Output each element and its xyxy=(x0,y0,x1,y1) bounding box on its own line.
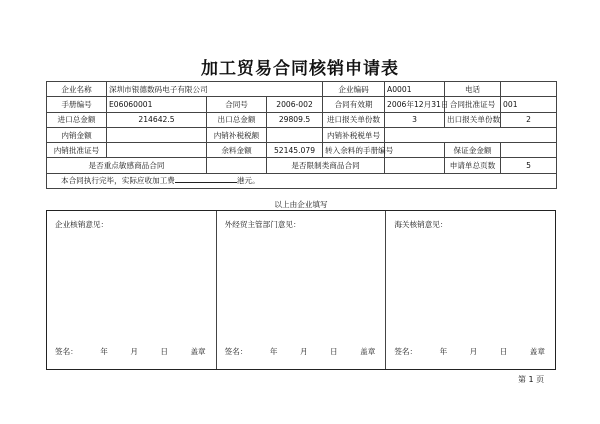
month-label: 月 xyxy=(299,347,308,356)
label-phone: 电话 xyxy=(445,82,501,97)
export-decl-count-field[interactable]: 2 xyxy=(501,112,557,127)
domestic-tax-no-field[interactable] xyxy=(385,127,557,142)
label-export-decl-count: 出口报关单份数 xyxy=(445,112,501,127)
opinion-box-enterprise[interactable] xyxy=(47,211,217,369)
form-title: 加工贸易合同核销申请表 xyxy=(201,59,399,79)
contract-validity-field[interactable]: 2006年12月31日 xyxy=(385,97,445,112)
month-label: 月 xyxy=(130,347,138,356)
seal-label: 盖章 xyxy=(529,347,545,356)
opinion-heading: 海关核销意见： xyxy=(394,220,448,229)
page-number: 第 1 页 xyxy=(518,375,545,384)
opinion-box-customs[interactable] xyxy=(386,211,555,369)
label-company-code: 企业编码 xyxy=(323,82,385,97)
domestic-sales-amount-field[interactable] xyxy=(107,127,207,142)
phone-field[interactable] xyxy=(501,82,557,97)
year-label: 年 xyxy=(269,347,278,356)
opinion-heading: 外经贸主管部门意见： xyxy=(224,220,301,229)
label-contract-validity: 合同有效期 xyxy=(323,97,385,112)
restricted-goods-field[interactable] xyxy=(385,158,445,173)
company-name-field[interactable]: 深圳市银德数码电子有限公司 xyxy=(107,82,323,97)
note-prefix: 本合同执行完毕，实际应收加工费 xyxy=(61,176,175,186)
signature-line xyxy=(55,346,206,357)
manual-no-field[interactable]: E06060001 xyxy=(107,97,207,112)
table-row xyxy=(47,127,557,142)
label-contract-no: 合同号 xyxy=(207,97,267,112)
label-total-pages: 申请单总页数 xyxy=(445,158,501,173)
export-total-field[interactable]: 29809.5 xyxy=(267,112,323,127)
label-import-decl-count: 进口报关单份数 xyxy=(323,112,385,127)
label-guarantee-amount: 保证金金额 xyxy=(445,143,501,158)
table-row xyxy=(47,143,557,158)
label-domestic-tax-no: 内销补税税单号 xyxy=(323,127,385,142)
seal-label: 盖章 xyxy=(360,347,376,356)
leftover-transfer-manual-no-field[interactable] xyxy=(385,143,445,158)
label-leftover-transfer-manual-no: 转入余料的手册编号 xyxy=(323,143,385,158)
signature-line xyxy=(225,346,376,357)
label-export-total: 出口总金额 xyxy=(207,112,267,127)
sign-label: 签名： xyxy=(394,347,418,356)
domestic-approval-no-field[interactable] xyxy=(107,143,207,158)
leftover-amount-field[interactable]: 52145.079 xyxy=(267,143,323,158)
year-label: 年 xyxy=(439,347,448,356)
guarantee-amount-field[interactable] xyxy=(501,143,557,158)
label-approval-no: 合同批准证号 xyxy=(445,97,501,112)
processing-fee-note xyxy=(47,173,557,188)
opinion-heading: 企业核销意见： xyxy=(55,220,109,229)
table-row xyxy=(47,112,557,127)
opinion-box-trade-department[interactable] xyxy=(217,211,387,369)
processing-fee-blank[interactable] xyxy=(175,174,237,183)
label-domestic-approval-no: 内销批准证号 xyxy=(47,143,107,158)
sign-label: 签名： xyxy=(224,347,248,356)
seal-label: 盖章 xyxy=(190,347,206,356)
domestic-tax-amount-field[interactable] xyxy=(267,127,323,142)
label-leftover-amount: 余料金额 xyxy=(207,143,267,158)
opinions-section xyxy=(46,210,556,370)
company-code-field[interactable]: A0001 xyxy=(385,82,445,97)
month-label: 月 xyxy=(469,347,478,356)
import-decl-count-field[interactable]: 3 xyxy=(385,112,445,127)
label-restricted-goods: 是否限制类商品合同 xyxy=(267,158,385,173)
sign-label: 签名： xyxy=(55,347,78,356)
label-import-total: 进口总金额 xyxy=(47,112,107,127)
table-row xyxy=(47,97,557,112)
contract-no-field[interactable]: 2006-002 xyxy=(267,97,323,112)
approval-no-field[interactable]: 001 xyxy=(501,97,557,112)
table-row xyxy=(47,173,557,188)
label-domestic-tax-amount: 内销补税税额 xyxy=(207,127,267,142)
application-form-table xyxy=(46,81,557,189)
label-sensitive-goods: 是否重点敏感商品合同 xyxy=(47,158,207,173)
section-caption: 以上由企业填写 xyxy=(274,200,328,209)
label-company-name: 企业名称 xyxy=(47,82,107,97)
note-suffix: 港元。 xyxy=(236,176,260,186)
sensitive-goods-field[interactable] xyxy=(207,158,267,173)
total-pages-field[interactable]: 5 xyxy=(501,158,557,173)
year-label: 年 xyxy=(100,347,108,356)
table-row xyxy=(47,82,557,97)
day-label: 日 xyxy=(160,347,168,356)
import-total-field[interactable]: 214642.5 xyxy=(107,112,207,127)
label-manual-no: 手册编号 xyxy=(47,97,107,112)
signature-line xyxy=(394,346,545,357)
day-label: 日 xyxy=(499,347,508,356)
day-label: 日 xyxy=(330,347,338,356)
label-domestic-sales-amount: 内销金额 xyxy=(47,127,107,142)
table-row xyxy=(47,158,557,173)
